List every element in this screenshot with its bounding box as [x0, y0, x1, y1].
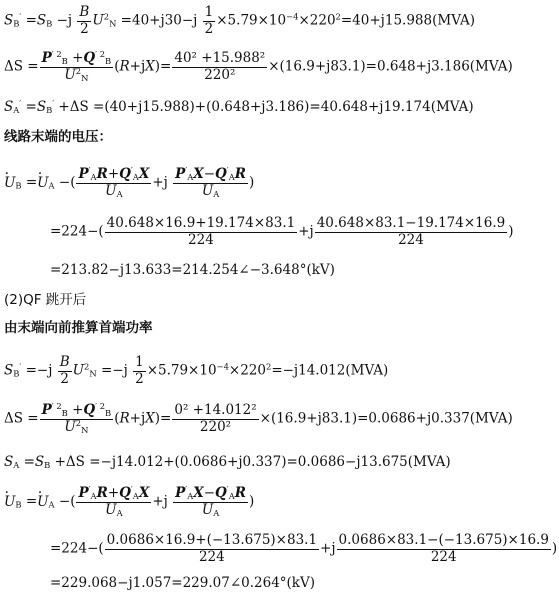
equation-ub-values-2: [50, 534, 557, 564]
eq10-mid2: ×220: [228, 362, 266, 379]
eq6-den1: 224: [188, 231, 214, 248]
equation-sa-2: $S_A =S_B +\Delta S =-j14.012+(0.0686+j0.337)=0.0686-j13.675(MVA)$: [4, 454, 451, 471]
eq1-exp: −4: [286, 11, 299, 22]
eq3-result: (40+j15.988)+(0.648+j3.186)=40.648+j19.174(MVA): [104, 99, 474, 115]
eq12-result: −j14.012+(0.0686+j0.337)=0.0686−j13.675(MVA): [100, 454, 451, 470]
equation-ub-result: =213.82−j13.633=214.254∠−3.648°(kV): [50, 262, 335, 278]
eq11-result: ×(16.9+j83.1)=0.0686+j0.337(MVA): [259, 410, 513, 427]
eq10-exp: −4: [216, 361, 229, 372]
equation-sa-prime: $S_A' =S_B' +\Delta S =(40+j15.988)+(0.648+j3.186)=40.648+j19.174(MVA)$: [4, 97, 474, 116]
eq6-den2: 224: [398, 231, 424, 248]
eq6-num1: 40.648×16.9+19.174×83.1: [106, 215, 296, 231]
equation-sb-prime: $S_B' =S_B -j$ $\frac{B}{2}$ $U^2_N =40+j30-j$ $\frac{1}{2}$ $\times 5.79\times 10^{-4}\times 220^2=40+j15.988(MVA)$: [4, 4, 476, 37]
section-qf-open: (2)QF 跳开后: [4, 292, 87, 308]
eq14-num1: 0.0686×16.9+(−13.675)×83.1: [106, 532, 318, 548]
equation-delta-s-2: ΔS = $\frac{P^{' 2}_B +Q^{' 2}_B}{U^2_N}$ (R+jX)= $\frac{\text{0² +14.012²}}{\text{220²}}$ ×(16.9+j83.1)=0.0686+j0.337(MVA): [4, 400, 513, 435]
heading-backward-calc: 由末端向前推算首端功率: [4, 320, 153, 336]
eq10-mid: ×5.79×10: [146, 362, 217, 379]
eq6-pre: =224−(: [50, 223, 104, 240]
eq6-plus: +j: [298, 223, 314, 240]
eq11-numerator: 0² +14.012²: [174, 402, 257, 418]
equation-ub-values: [50, 217, 514, 247]
eq1-mid: ×5.79×10: [216, 12, 287, 29]
eq2-numerator: 40² +15.988²: [174, 50, 266, 66]
eq2-result: ×(16.9+j83.1)=0.648+j3.186(MVA): [268, 58, 513, 75]
heading-end-voltage: 线路末端的电压：: [4, 129, 112, 145]
equation-ub-general: · $U_B =\cdot U_A$ −( $\frac{P'_AR+Q'_AX}{U_A}$ +j $\frac{P'_AX-Q'_AR}{U_A}$ ): [4, 168, 254, 198]
eq14-pre: =224−(: [50, 540, 104, 557]
eq2-denominator: 220²: [204, 66, 236, 83]
equation-sb-prime-2: $S_B' =-j$ $\frac{B}{2}$ $U^2_N =-j$ $\frac{1}{2}$ $\times 5.79\times 10^{-4}\times 220^2=-j14.012(MVA)$: [4, 354, 389, 387]
eq6-post: ): [508, 223, 514, 240]
eq14-den1: 224: [198, 548, 225, 565]
equation-ub-result-2: =229.068−j1.057=229.07∠0.264°(kV): [50, 575, 316, 591]
eq1-lhs-values: 40+j30−j: [132, 12, 198, 29]
eq14-post: ): [551, 540, 558, 557]
equation-delta-s: ΔS = $\frac{P^{' 2}_B +Q^{' 2}_B}{U^2_N}$ (R+jX)= $\frac{\text{40² +15.988²}}{\text{220²}}$ ×(16.9+j83.1)=0.648+j3.186(MVA): [4, 48, 513, 83]
eq1-sq: 2: [335, 11, 341, 22]
eq10-sq: 2: [265, 361, 272, 372]
eq1-mid2: ×220: [298, 12, 336, 29]
eq1-result: =40+j15.988(MVA): [340, 12, 476, 29]
eq6-num2: 40.648×83.1−19.174×16.9: [316, 215, 506, 231]
eq11-denominator: 220²: [199, 418, 232, 435]
equation-ub-general-2: · $U_B =\cdot U_A$ −( $\frac{P'_AR+Q'_AX}{U_A}$ +j $\frac{P'_AX-Q'_AR}{U_A}$ ): [4, 487, 254, 517]
eq14-den2: 224: [430, 548, 457, 565]
eq14-plus: +j: [320, 540, 336, 557]
eq14-num2: 0.0686×83.1−(−13.675)×16.9: [338, 532, 549, 548]
eq10-result: =−j14.012(MVA): [271, 362, 389, 379]
